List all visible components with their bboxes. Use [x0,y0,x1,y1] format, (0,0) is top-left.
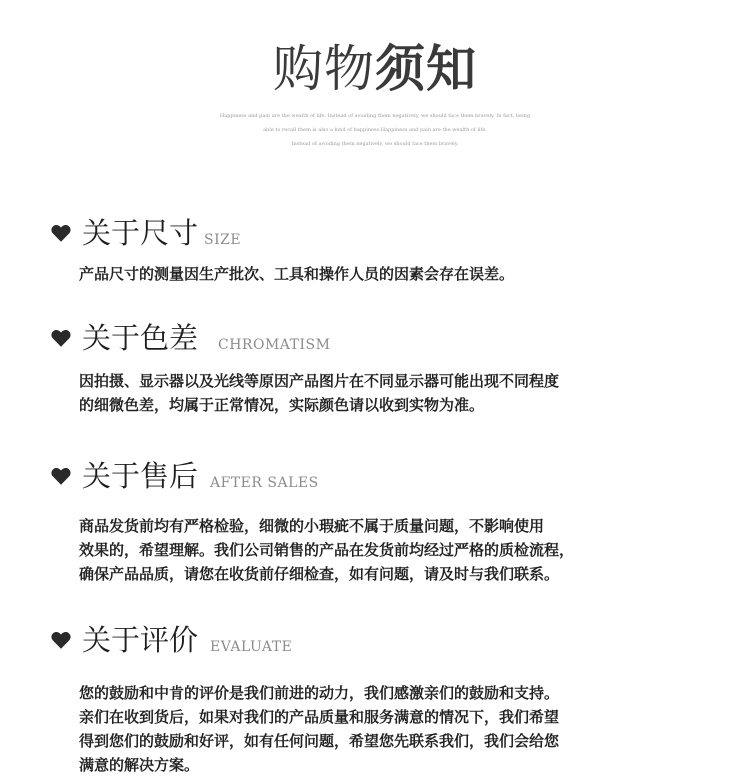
section-title-chromatism: 关于色差 [82,321,199,355]
section-body-size [79,262,679,286]
body-line: 效果的，希望理解。我们公司销售的产品在发货前均经过严格的质检流程， [79,541,575,559]
page-title [0,38,750,100]
body-line: 商品发货前均有严格检验，细微的小瑕疵不属于质量问题，不影响使用 [79,517,545,535]
section-title-size: 关于尺寸 [82,216,199,250]
heart-icon [50,327,72,349]
section-body-chromatism [79,369,679,417]
section-title-en-size: SIZE [204,232,242,248]
section-body-evaluate [79,681,679,777]
section-heading-chromatism [50,318,330,358]
body-line: 产品尺寸的测量因生产批次、工具和操作人员的因素会存在误差。 [79,265,515,283]
section-title-evaluate: 关于评价 [82,623,199,657]
section-body-after-sales [79,514,679,586]
heart-icon [50,465,72,487]
body-line: 确保产品品质，请您在收货前仔细检查，如有问题，请及时与我们联系。 [79,565,560,583]
section-title-en-after-sales: AFTER SALES [210,475,319,491]
subtitle-line-3: Instead of avoiding them negatively, we should face them bravely. [291,141,459,147]
subtitle-line-1: Happiness and pain are the wealth of life. Instead of avoiding them negatively, we should face them bravely. In fact, being [219,113,531,119]
section-title-en-chromatism: CHROMATISM [218,337,331,353]
section-title-en-evaluate: EVALUATE [210,639,293,655]
section-heading-after-sales [50,456,319,496]
subtitle-line-2: able to recall them is also a kind of happiness.Happiness and pain are the wealth of life. [263,127,487,133]
page-title-light: 购物 [273,40,375,98]
body-line: 的细微色差，均属于正常情况，实际颜色请以收到实物为准。 [79,396,485,414]
heart-icon [50,222,72,244]
body-line: 得到您们的鼓励和好评，如有任何问题，希望您先联系我们，我们会给您 [79,732,560,750]
body-line: 您的鼓励和中肯的评价是我们前进的动力，我们感激亲们的鼓励和支持。 [79,684,560,702]
body-line: 满意的解决方案。 [79,756,200,774]
body-line: 因拍摄、显示器以及光线等原因产品图片在不同显示器可能出现不同程度 [79,372,560,390]
heart-icon [50,629,72,651]
section-title-after-sales: 关于售后 [82,459,199,493]
page-title-bold: 须知 [375,40,477,98]
section-heading-size [50,213,241,253]
section-heading-evaluate [50,620,292,660]
body-line: 亲们在收到货后，如果对我们的产品质量和服务满意的情况下，我们希望 [79,708,560,726]
